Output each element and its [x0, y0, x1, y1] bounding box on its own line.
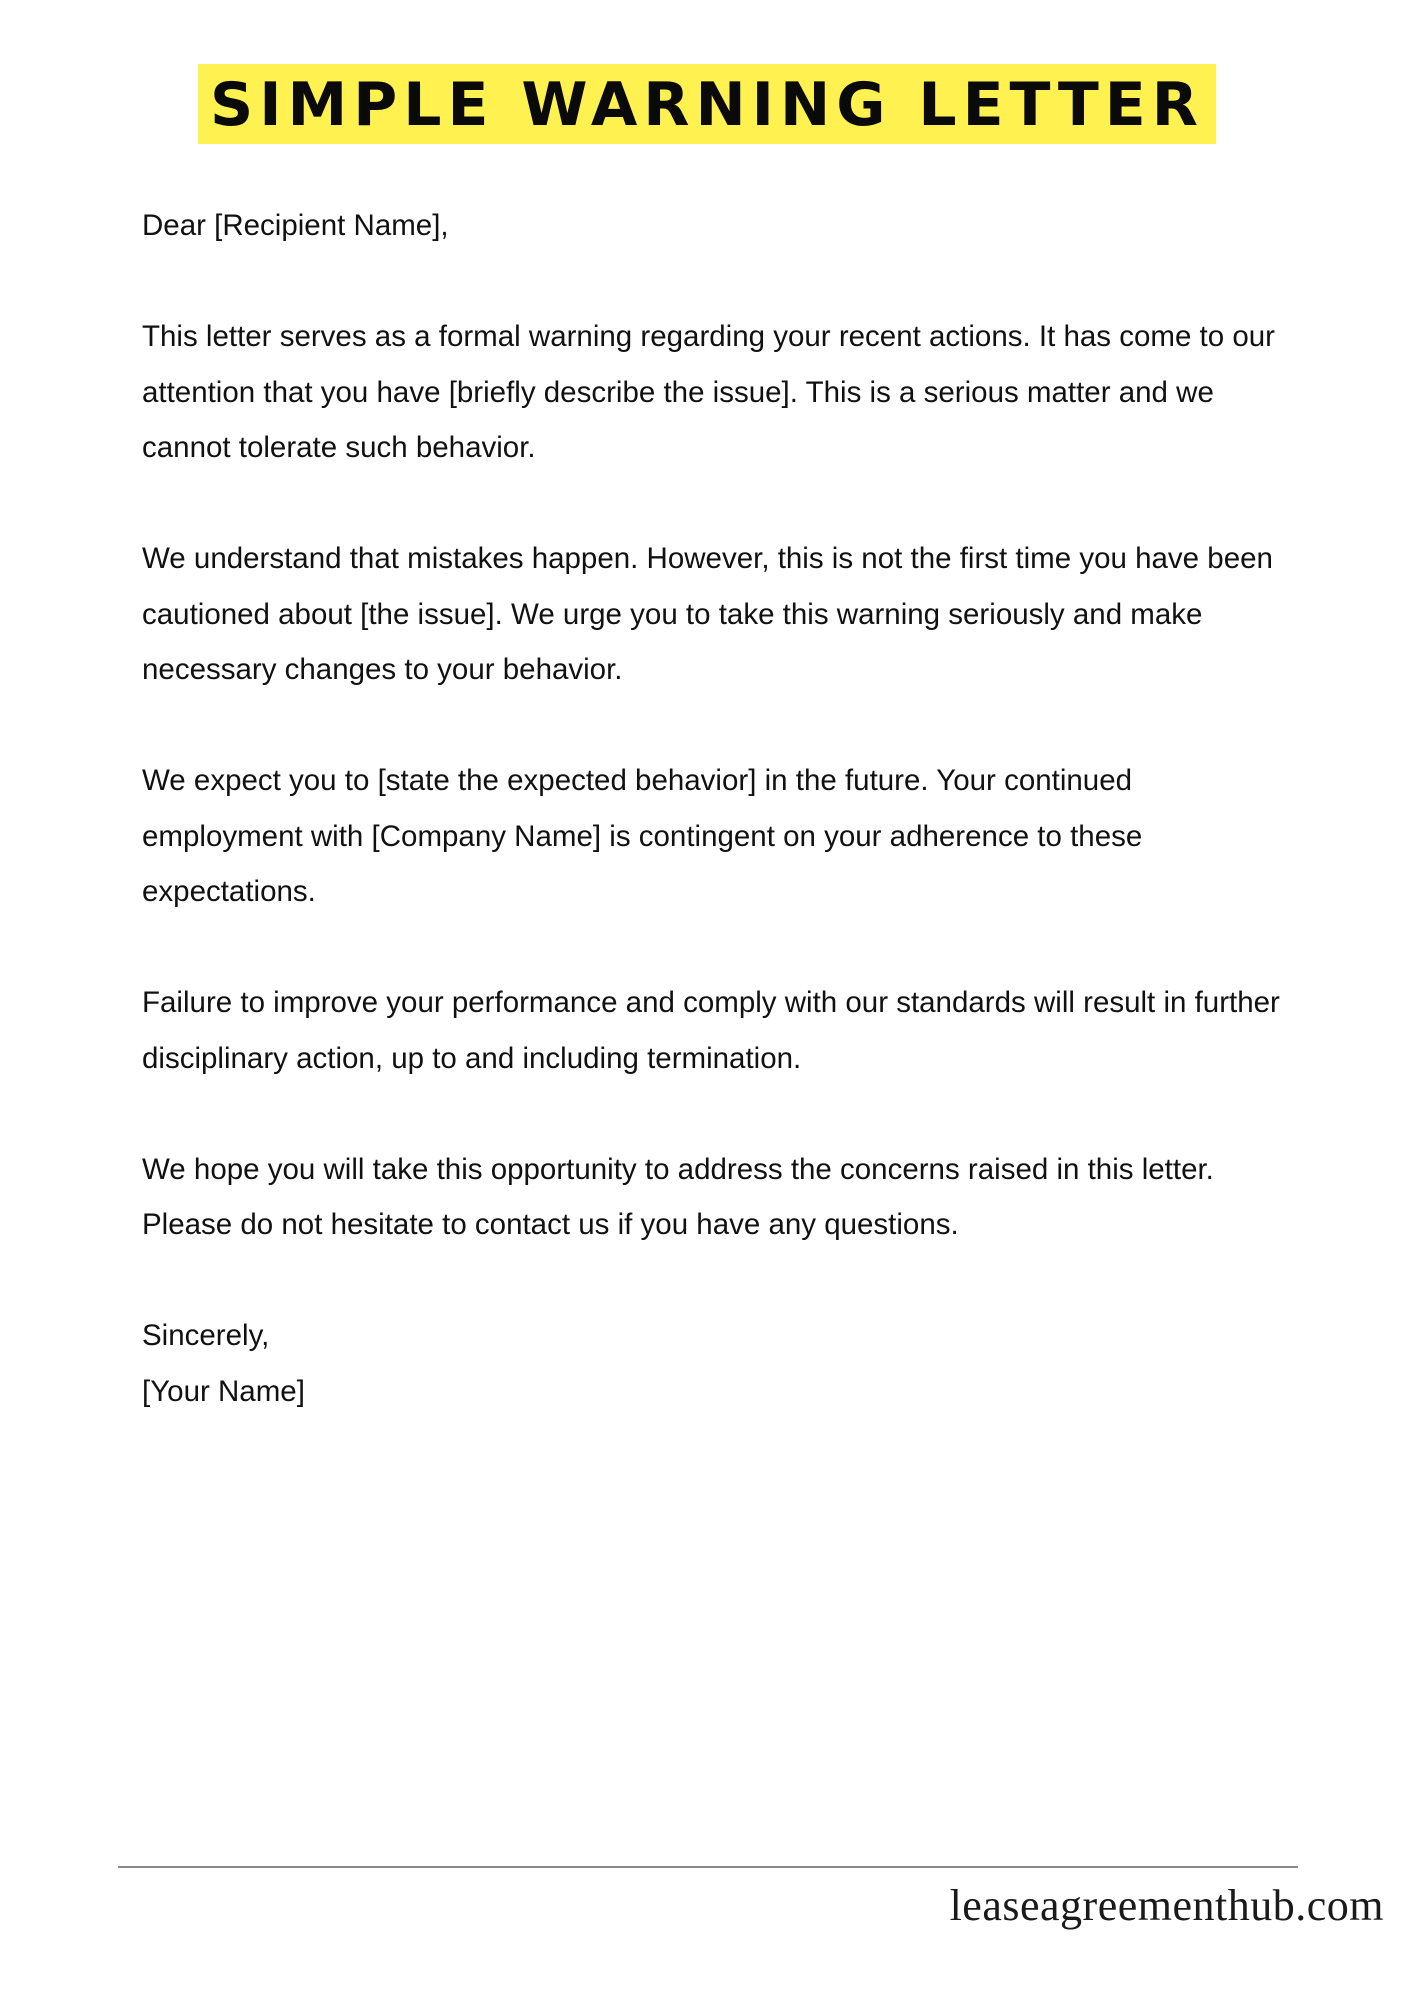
paragraph-3: We expect you to [state the expected behavior] in the future. Your continued employment with [Company Name] is contingent on your adherence to these expectations.	[142, 764, 1143, 908]
paragraph-5: We hope you will take this opportunity to address the concerns raised in this letter. Please do not hesitate to contact us if you have any questions.	[142, 1152, 1214, 1241]
footer-site-name: leaseagreementhub.com	[949, 1881, 1384, 1930]
paragraph-2: We understand that mistakes happen. However, this is not the first time you have been cautioned about [the issue]. We urge you to take this warning seriously and make necessary changes to your behavior.	[142, 542, 1273, 686]
closing: Sincerely,	[142, 1319, 270, 1352]
page-title: SIMPLE WARNING LETTER	[198, 64, 1216, 144]
title-area	[0, 64, 1414, 144]
paragraph-4: Failure to improve your performance and comply with our standards will result in further disciplinary action, up to and including termination.	[142, 986, 1280, 1075]
signature: [Your Name]	[142, 1374, 305, 1408]
salutation: Dear [Recipient Name],	[142, 209, 449, 242]
footer-divider	[118, 1866, 1298, 1868]
letter-body	[142, 198, 1292, 1419]
paragraph-1: This letter serves as a formal warning regarding your recent actions. It has come to our attention that you have [briefly describe the issue]. This is a serious matter and we cannot tolerate such behavior.	[142, 320, 1275, 464]
